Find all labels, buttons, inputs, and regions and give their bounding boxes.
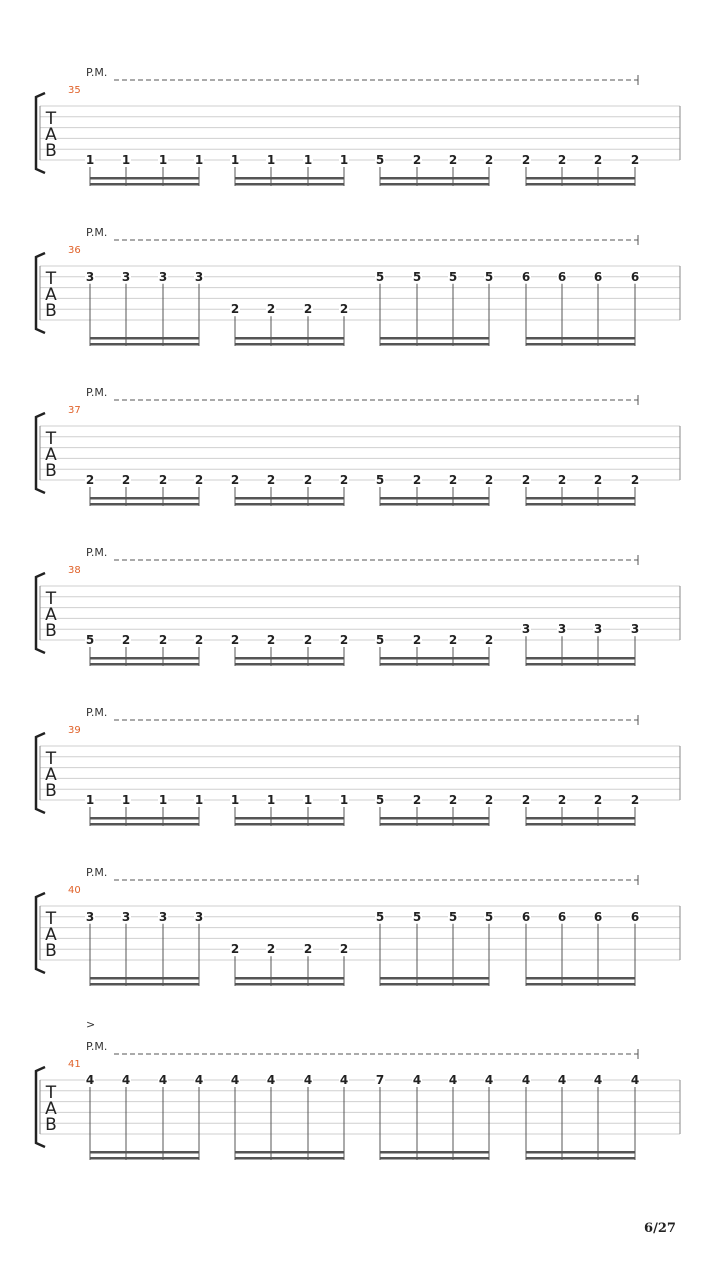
beam-primary bbox=[235, 177, 344, 180]
fret-number: 3 bbox=[121, 269, 131, 284]
tab-clef-letter: A bbox=[45, 125, 57, 145]
beam-secondary bbox=[526, 1157, 635, 1160]
fret-number: 3 bbox=[121, 909, 131, 924]
fret-number: 2 bbox=[412, 633, 422, 647]
beam-secondary bbox=[526, 983, 635, 986]
beam-secondary bbox=[90, 503, 199, 506]
fret-number: 4 bbox=[630, 1073, 640, 1087]
fret-number: 2 bbox=[484, 793, 494, 807]
fret-number: 2 bbox=[339, 473, 349, 487]
fret-number: 4 bbox=[557, 1073, 567, 1087]
fret-number: 2 bbox=[266, 942, 276, 957]
fret-number: 6 bbox=[521, 909, 531, 924]
fret-number: 6 bbox=[557, 269, 567, 284]
tab-row bbox=[36, 66, 680, 186]
fret-number: 1 bbox=[158, 153, 168, 167]
fret-number: 2 bbox=[521, 153, 531, 167]
tab-clef-letter: B bbox=[45, 141, 57, 161]
fret-number: 2 bbox=[484, 473, 494, 487]
fret-number: 4 bbox=[158, 1073, 168, 1087]
fret-number: 5 bbox=[375, 633, 385, 647]
fret-number: 3 bbox=[194, 269, 204, 284]
fret-number: 3 bbox=[557, 622, 567, 637]
fret-number: 2 bbox=[230, 473, 240, 487]
fret-number: 6 bbox=[593, 269, 603, 284]
beam-secondary bbox=[235, 1157, 344, 1160]
beam-secondary bbox=[235, 823, 344, 826]
tab-row bbox=[36, 546, 680, 666]
fret-number: 7 bbox=[375, 1073, 385, 1087]
fret-number: 4 bbox=[266, 1073, 276, 1087]
fret-number: 1 bbox=[303, 793, 313, 807]
beam-primary bbox=[90, 1151, 199, 1154]
fret-number: 1 bbox=[339, 153, 349, 167]
page-number: 6/27 bbox=[644, 1221, 676, 1236]
fret-number: 5 bbox=[484, 269, 494, 284]
beam-secondary bbox=[235, 503, 344, 506]
beam-secondary bbox=[526, 503, 635, 506]
fret-number: 4 bbox=[230, 1073, 240, 1087]
fret-number: 1 bbox=[121, 793, 131, 807]
tab-row bbox=[36, 866, 680, 986]
fret-number: 2 bbox=[593, 153, 603, 167]
fret-number: 2 bbox=[85, 473, 95, 487]
fret-number: 2 bbox=[448, 633, 458, 647]
fret-number: 2 bbox=[121, 633, 131, 647]
fret-number: 1 bbox=[303, 153, 313, 167]
fret-number: 5 bbox=[375, 793, 385, 807]
fret-number: 5 bbox=[484, 909, 494, 924]
fret-number: 1 bbox=[85, 153, 95, 167]
fret-number: 2 bbox=[194, 633, 204, 647]
beam-primary bbox=[526, 497, 635, 500]
fret-number: 2 bbox=[339, 633, 349, 647]
fret-number: 6 bbox=[557, 909, 567, 924]
fret-number: 1 bbox=[194, 793, 204, 807]
tab-row bbox=[36, 1018, 680, 1160]
measure-number: 40 bbox=[68, 885, 81, 896]
beam-secondary bbox=[380, 823, 489, 826]
beam-secondary bbox=[526, 823, 635, 826]
fret-number: 3 bbox=[158, 269, 168, 284]
beam-secondary bbox=[380, 183, 489, 186]
fret-number: 2 bbox=[557, 473, 567, 487]
beam-primary bbox=[526, 977, 635, 980]
beam-primary bbox=[380, 977, 489, 980]
tab-clef-letter: T bbox=[45, 109, 57, 129]
tab-clef-letter: T bbox=[45, 909, 57, 929]
fret-number: 1 bbox=[266, 153, 276, 167]
beam-primary bbox=[526, 177, 635, 180]
fret-number: 2 bbox=[230, 633, 240, 647]
beam-primary bbox=[380, 1151, 489, 1154]
fret-number: 3 bbox=[593, 622, 603, 637]
beam-primary bbox=[235, 337, 344, 340]
beam-secondary bbox=[526, 343, 635, 346]
beam-secondary bbox=[526, 663, 635, 666]
measure-number: 38 bbox=[68, 565, 81, 576]
fret-number: 4 bbox=[85, 1073, 95, 1087]
fret-number: 2 bbox=[557, 793, 567, 807]
beam-primary bbox=[526, 337, 635, 340]
beam-secondary bbox=[90, 1157, 199, 1160]
fret-number: 2 bbox=[412, 793, 422, 807]
beam-primary bbox=[90, 817, 199, 820]
tab-clef-letter: T bbox=[45, 269, 57, 289]
tab-clef-letter: B bbox=[45, 941, 57, 961]
fret-number: 5 bbox=[412, 269, 422, 284]
tab-clef-letter: A bbox=[45, 765, 57, 785]
fret-number: 5 bbox=[412, 909, 422, 924]
fret-number: 2 bbox=[158, 473, 168, 487]
fret-number: 2 bbox=[630, 793, 640, 807]
palm-mute-label: P.M. bbox=[86, 546, 108, 559]
beam-primary bbox=[90, 977, 199, 980]
fret-number: 2 bbox=[303, 942, 313, 957]
beam-primary bbox=[235, 497, 344, 500]
fret-number: 2 bbox=[158, 633, 168, 647]
beam-secondary bbox=[380, 343, 489, 346]
beam-primary bbox=[90, 177, 199, 180]
beam-primary bbox=[380, 817, 489, 820]
fret-number: 2 bbox=[448, 473, 458, 487]
fret-number: 1 bbox=[85, 793, 95, 807]
beam-primary bbox=[235, 817, 344, 820]
fret-number: 2 bbox=[266, 302, 276, 317]
fret-number: 2 bbox=[121, 473, 131, 487]
tab-clef-letter: T bbox=[45, 1083, 57, 1103]
fret-number: 4 bbox=[303, 1073, 313, 1087]
fret-number: 2 bbox=[484, 153, 494, 167]
fret-number: 5 bbox=[375, 153, 385, 167]
fret-number: 1 bbox=[266, 793, 276, 807]
tab-clef-letter: B bbox=[45, 1115, 57, 1135]
fret-number: 4 bbox=[412, 1073, 422, 1087]
beam-secondary bbox=[380, 983, 489, 986]
fret-number: 2 bbox=[521, 473, 531, 487]
beam-secondary bbox=[90, 663, 199, 666]
fret-number: 2 bbox=[412, 153, 422, 167]
beam-secondary bbox=[235, 343, 344, 346]
fret-number: 4 bbox=[121, 1073, 131, 1087]
fret-number: 3 bbox=[85, 269, 95, 284]
fret-number: 2 bbox=[339, 302, 349, 317]
fret-number: 2 bbox=[194, 473, 204, 487]
tab-clef-letter: B bbox=[45, 781, 57, 801]
fret-number: 4 bbox=[194, 1073, 204, 1087]
tab-clef-letter: A bbox=[45, 1099, 57, 1119]
fret-number: 4 bbox=[339, 1073, 349, 1087]
fret-number: 3 bbox=[521, 622, 531, 637]
fret-number: 2 bbox=[630, 153, 640, 167]
beam-secondary bbox=[90, 343, 199, 346]
beam-primary bbox=[526, 817, 635, 820]
palm-mute-label: P.M. bbox=[86, 386, 108, 399]
fret-number: 6 bbox=[630, 269, 640, 284]
beam-primary bbox=[380, 337, 489, 340]
fret-number: 6 bbox=[593, 909, 603, 924]
beam-secondary bbox=[235, 663, 344, 666]
beam-secondary bbox=[380, 1157, 489, 1160]
fret-number: 3 bbox=[158, 909, 168, 924]
beam-secondary bbox=[90, 823, 199, 826]
fret-number: 2 bbox=[266, 473, 276, 487]
palm-mute-label: P.M. bbox=[86, 1040, 108, 1053]
tab-clef-letter: A bbox=[45, 605, 57, 625]
fret-number: 5 bbox=[375, 473, 385, 487]
tab-clef-letter: T bbox=[45, 749, 57, 769]
measure-number: 39 bbox=[68, 725, 81, 736]
tab-row bbox=[36, 706, 680, 826]
fret-number: 2 bbox=[448, 793, 458, 807]
beam-primary bbox=[235, 977, 344, 980]
fret-number: 2 bbox=[303, 473, 313, 487]
fret-number: 2 bbox=[303, 302, 313, 317]
fret-number: 2 bbox=[230, 302, 240, 317]
beam-secondary bbox=[380, 503, 489, 506]
beam-primary bbox=[380, 497, 489, 500]
beam-primary bbox=[235, 657, 344, 660]
fret-number: 5 bbox=[448, 909, 458, 924]
fret-number: 1 bbox=[158, 793, 168, 807]
tab-row bbox=[36, 226, 680, 346]
fret-number: 2 bbox=[521, 793, 531, 807]
beam-secondary bbox=[90, 983, 199, 986]
fret-number: 6 bbox=[630, 909, 640, 924]
tab-clef-letter: T bbox=[45, 429, 57, 449]
tab-clef-letter: B bbox=[45, 301, 57, 321]
tab-clef-letter: B bbox=[45, 461, 57, 481]
beam-primary bbox=[90, 657, 199, 660]
beam-secondary bbox=[380, 663, 489, 666]
fret-number: 3 bbox=[194, 909, 204, 924]
tab-clef-letter: T bbox=[45, 589, 57, 609]
beam-primary bbox=[526, 657, 635, 660]
fret-number: 1 bbox=[339, 793, 349, 807]
fret-number: 1 bbox=[230, 793, 240, 807]
fret-number: 2 bbox=[412, 473, 422, 487]
palm-mute-label: P.M. bbox=[86, 226, 108, 239]
beam-primary bbox=[90, 497, 199, 500]
fret-number: 4 bbox=[448, 1073, 458, 1087]
fret-number: 1 bbox=[121, 153, 131, 167]
tab-clef-letter: A bbox=[45, 925, 57, 945]
fret-number: 2 bbox=[303, 633, 313, 647]
beam-secondary bbox=[235, 983, 344, 986]
fret-number: 1 bbox=[194, 153, 204, 167]
fret-number: 3 bbox=[85, 909, 95, 924]
fret-number: 1 bbox=[230, 153, 240, 167]
measure-number: 35 bbox=[68, 85, 81, 96]
measure-number: 41 bbox=[68, 1059, 81, 1070]
palm-mute-label: P.M. bbox=[86, 66, 108, 79]
fret-number: 2 bbox=[630, 473, 640, 487]
tab-row bbox=[36, 386, 680, 506]
measure-number: 37 bbox=[68, 405, 81, 416]
fret-number: 2 bbox=[593, 473, 603, 487]
fret-number: 2 bbox=[230, 942, 240, 957]
tab-clef-letter: A bbox=[45, 445, 57, 465]
fret-number: 2 bbox=[339, 942, 349, 957]
fret-number: 2 bbox=[484, 633, 494, 647]
beam-primary bbox=[90, 337, 199, 340]
beam-primary bbox=[526, 1151, 635, 1154]
tab-clef-letter: B bbox=[45, 621, 57, 641]
fret-number: 4 bbox=[593, 1073, 603, 1087]
fret-number: 5 bbox=[375, 909, 385, 924]
fret-number: 5 bbox=[85, 633, 95, 647]
fret-number: 2 bbox=[593, 793, 603, 807]
fret-number: 2 bbox=[557, 153, 567, 167]
beam-secondary bbox=[235, 183, 344, 186]
accent-mark: > bbox=[86, 1018, 96, 1031]
beam-primary bbox=[235, 1151, 344, 1154]
fret-number: 2 bbox=[448, 153, 458, 167]
fret-number: 3 bbox=[630, 622, 640, 637]
beam-primary bbox=[380, 657, 489, 660]
palm-mute-label: P.M. bbox=[86, 706, 108, 719]
fret-number: 4 bbox=[484, 1073, 494, 1087]
beam-primary bbox=[380, 177, 489, 180]
palm-mute-label: P.M. bbox=[86, 866, 108, 879]
fret-number: 2 bbox=[266, 633, 276, 647]
measure-number: 36 bbox=[68, 245, 81, 256]
fret-number: 6 bbox=[521, 269, 531, 284]
fret-number: 5 bbox=[375, 269, 385, 284]
beam-secondary bbox=[526, 183, 635, 186]
tab-clef-letter: A bbox=[45, 285, 57, 305]
beam-secondary bbox=[90, 183, 199, 186]
fret-number: 5 bbox=[448, 269, 458, 284]
fret-number: 4 bbox=[521, 1073, 531, 1087]
